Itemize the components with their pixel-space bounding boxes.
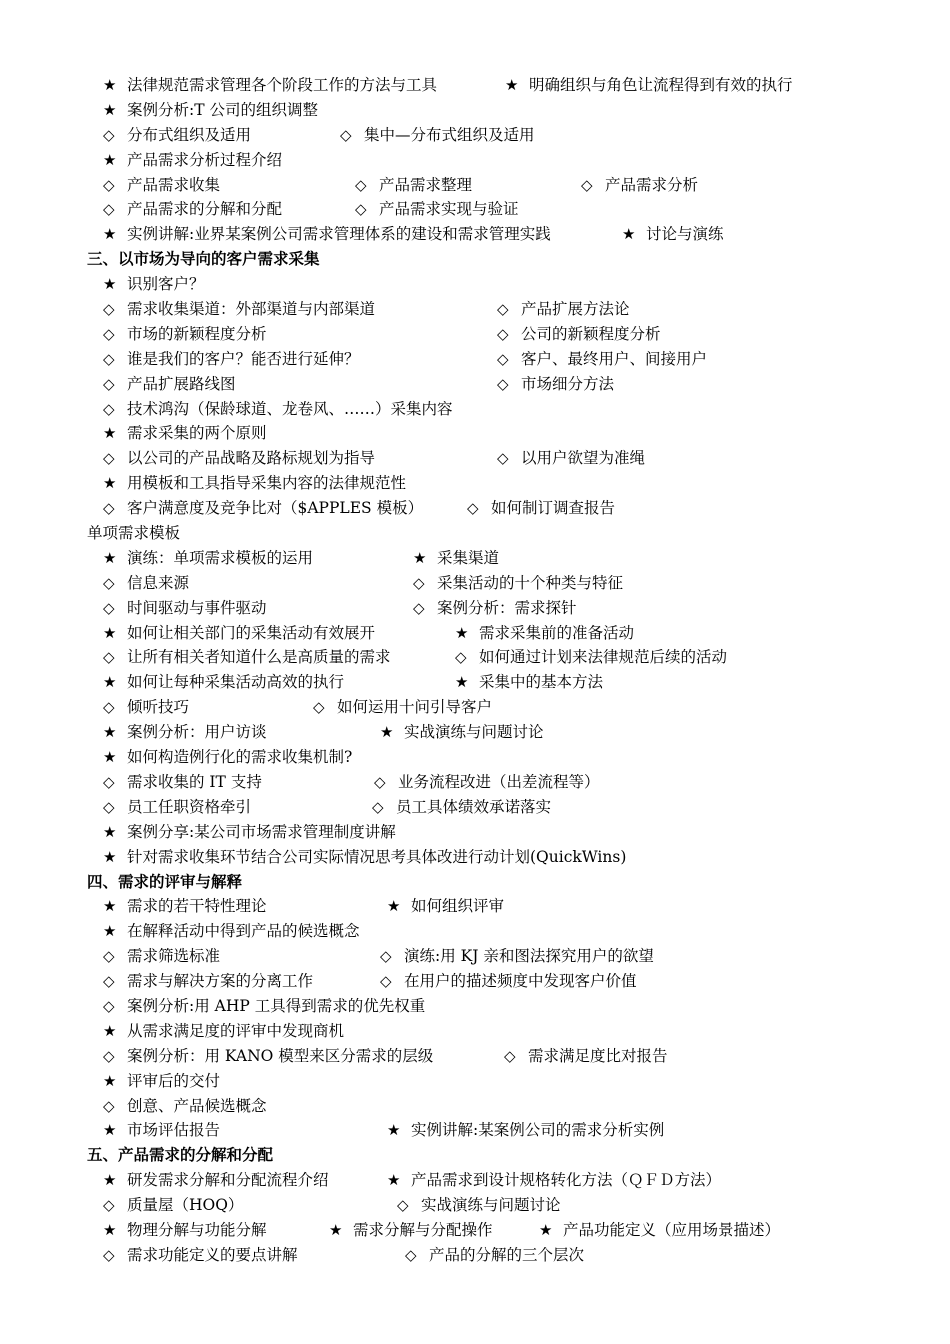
list-item-text: 如何通过计划来法律规范后续的活动	[479, 648, 728, 667]
doc-line	[0, 1168, 950, 1193]
list-item-text: 让所有相关者知道什么是高质量的需求	[127, 648, 391, 667]
doc-line	[0, 123, 950, 148]
list-item	[103, 98, 318, 123]
diamond-bullet-icon: ◇	[103, 698, 115, 717]
diamond-bullet-icon: ◇	[103, 947, 115, 966]
diamond-bullet-icon: ◇	[103, 125, 115, 144]
list-item-text: 员工任职资格牵引	[127, 797, 252, 816]
list-item	[103, 123, 251, 148]
list-item-text: 客户满意度及竞争比对（$APPLES 模板）	[127, 499, 424, 518]
diamond-bullet-icon: ◇	[313, 698, 325, 717]
section-heading: 三、以市场为导向的客户需求采集	[87, 250, 320, 269]
list-item	[103, 148, 282, 173]
star-bullet-icon: ★	[103, 847, 117, 866]
diamond-bullet-icon: ◇	[103, 797, 115, 816]
star-bullet-icon: ★	[103, 1220, 117, 1239]
list-item-text: 物理分解与功能分解	[127, 1220, 267, 1239]
star-bullet-icon: ★	[329, 1220, 343, 1239]
doc-line	[0, 994, 950, 1019]
diamond-bullet-icon: ◇	[103, 175, 115, 194]
diamond-bullet-icon: ◇	[455, 648, 467, 667]
list-item-text: 实例讲解:业界某案例公司需求管理体系的建设和需求管理实践	[127, 225, 551, 244]
list-item-text: 演练：单项需求模板的运用	[127, 548, 314, 567]
diamond-bullet-icon: ◇	[103, 648, 115, 667]
doc-line	[0, 322, 950, 347]
star-bullet-icon: ★	[505, 76, 519, 94]
star-bullet-icon: ★	[103, 723, 117, 742]
diamond-bullet-icon: ◇	[497, 300, 509, 319]
doc-line	[0, 1019, 950, 1044]
doc-line	[0, 919, 950, 944]
doc-line	[0, 745, 950, 770]
list-item	[380, 969, 637, 994]
doc-line	[0, 98, 950, 123]
list-item-text: 实战演练与问题讨论	[421, 1196, 561, 1215]
list-item	[497, 372, 614, 397]
list-item	[103, 1069, 220, 1094]
doc-line	[0, 247, 950, 272]
list-item-text: 产品需求到设计规格转化方法（ＱＦＤ方法）	[411, 1171, 722, 1190]
list-item	[497, 322, 661, 347]
list-item-text: 产品需求整理	[379, 175, 473, 194]
list-item-text: 如何组织评审	[411, 897, 505, 916]
list-item-text: 需求满足度比对报告	[528, 1046, 668, 1065]
list-item	[387, 894, 504, 919]
list-item	[103, 1243, 298, 1268]
list-item	[103, 969, 313, 994]
diamond-bullet-icon: ◇	[103, 449, 115, 468]
list-item-text: 如何让每种采集活动高效的执行	[127, 673, 345, 692]
list-item	[103, 197, 282, 222]
doc-line	[0, 1143, 950, 1168]
list-item-text: 需求收集的 IT 支持	[127, 772, 262, 791]
doc-line	[0, 770, 950, 795]
doc-line	[0, 272, 950, 297]
doc-line	[0, 795, 950, 820]
star-bullet-icon: ★	[103, 474, 117, 493]
star-bullet-icon: ★	[380, 723, 394, 742]
list-item	[413, 571, 623, 596]
list-item-text: 研发需求分解和分配流程介绍	[127, 1171, 329, 1190]
list-item-text: 产品功能定义（应用场景描述）	[563, 1220, 781, 1239]
star-bullet-icon: ★	[103, 275, 117, 294]
list-item-text: 案例分析：用户访谈	[127, 723, 267, 742]
list-item-text: 创意、产品候选概念	[127, 1096, 267, 1115]
list-item	[413, 546, 499, 571]
diamond-bullet-icon: ◇	[413, 573, 425, 592]
list-item	[103, 297, 375, 322]
list-item	[103, 546, 313, 571]
diamond-bullet-icon: ◇	[355, 175, 367, 194]
doc-line	[0, 670, 950, 695]
star-bullet-icon: ★	[455, 673, 469, 692]
list-item	[103, 222, 551, 247]
diamond-bullet-icon: ◇	[103, 374, 115, 393]
list-item-text: 演练:用 KJ 亲和图法探究用户的欲望	[404, 947, 654, 966]
list-item	[103, 1094, 267, 1119]
diamond-bullet-icon: ◇	[103, 1245, 115, 1264]
list-item-text: 从需求满足度的评审中发现商机	[127, 1021, 345, 1040]
diamond-bullet-icon: ◇	[103, 1046, 115, 1065]
section-heading: 四、需求的评审与解释	[87, 872, 243, 891]
doc-line	[0, 173, 950, 198]
list-item	[103, 894, 267, 919]
diamond-bullet-icon: ◇	[497, 449, 509, 468]
doc-line	[0, 546, 950, 571]
doc-line	[0, 645, 950, 670]
list-item	[497, 347, 707, 372]
doc-line	[0, 397, 950, 422]
doc-line	[0, 421, 950, 446]
diamond-bullet-icon: ◇	[103, 399, 115, 418]
list-item-text: 市场的新颖程度分析	[127, 324, 267, 343]
diamond-bullet-icon: ◇	[103, 1196, 115, 1215]
list-item-text: 采集活动的十个种类与特征	[437, 573, 624, 592]
list-item-text: 如何让相关部门的采集活动有效展开	[127, 623, 376, 642]
list-item-text: 明确组织与角色让流程得到有效的执行	[529, 76, 793, 94]
list-item	[103, 471, 406, 496]
list-item	[455, 621, 634, 646]
doc-line	[0, 1218, 950, 1243]
list-item-text: 市场评估报告	[127, 1121, 221, 1140]
doc-line	[0, 148, 950, 173]
list-item	[103, 845, 626, 870]
diamond-bullet-icon: ◇	[380, 947, 392, 966]
list-item	[387, 1118, 664, 1143]
list-item	[103, 645, 391, 670]
doc-line	[0, 969, 950, 994]
list-item	[103, 347, 360, 372]
doc-line	[0, 596, 950, 621]
list-item-text: 如何制订调查报告	[491, 499, 616, 518]
list-item-text: 用模板和工具指导采集内容的法律规范性	[127, 474, 407, 493]
list-item-text: 如何构造例行化的需求收集机制?	[127, 748, 353, 767]
list-item	[103, 919, 360, 944]
list-item	[380, 720, 544, 745]
doc-line	[0, 621, 950, 646]
list-item-text: 分布式组织及适用	[127, 125, 252, 144]
doc-line	[0, 1094, 950, 1119]
doc-line	[0, 845, 950, 870]
star-bullet-icon: ★	[103, 424, 117, 443]
list-item-text: 评审后的交付	[127, 1071, 221, 1090]
list-item-text: 实战演练与问题讨论	[404, 723, 544, 742]
doc-line	[0, 1118, 950, 1143]
list-item	[539, 1218, 780, 1243]
star-bullet-icon: ★	[103, 548, 117, 567]
list-item	[397, 1193, 561, 1218]
list-item	[103, 1118, 220, 1143]
star-bullet-icon: ★	[387, 897, 401, 916]
list-item-text: 信息来源	[127, 573, 190, 592]
diamond-bullet-icon: ◇	[372, 797, 384, 816]
diamond-bullet-icon: ◇	[103, 300, 115, 319]
doc-line	[0, 73, 950, 98]
list-item	[103, 670, 344, 695]
diamond-bullet-icon: ◇	[380, 972, 392, 991]
star-bullet-icon: ★	[413, 548, 427, 567]
list-item	[387, 1168, 721, 1193]
list-item	[103, 1193, 243, 1218]
list-item	[103, 621, 375, 646]
list-item-text: 针对需求收集环节结合公司实际情况思考具体改进行动计划(QuickWins)	[127, 847, 627, 866]
list-item-text: 采集中的基本方法	[479, 673, 604, 692]
list-item	[103, 272, 205, 297]
list-item-text: 案例分享:某公司市场需求管理制度讲解	[127, 822, 396, 841]
list-item	[103, 322, 267, 347]
diamond-bullet-icon: ◇	[103, 499, 115, 518]
diamond-bullet-icon: ◇	[340, 125, 352, 144]
list-item	[103, 596, 267, 621]
list-item-text: 需求与解决方案的分离工作	[127, 972, 314, 991]
star-bullet-icon: ★	[622, 225, 636, 244]
star-bullet-icon: ★	[103, 1021, 117, 1040]
list-item	[467, 496, 615, 521]
star-bullet-icon: ★	[103, 76, 117, 94]
list-item-text: 需求筛选标准	[127, 947, 221, 966]
list-item-text: 需求的若干特性理论	[127, 897, 267, 916]
list-item	[413, 596, 577, 621]
diamond-bullet-icon: ◇	[581, 175, 593, 194]
list-item	[103, 795, 251, 820]
doc-line	[0, 372, 950, 397]
list-item	[103, 770, 262, 795]
diamond-bullet-icon: ◇	[497, 374, 509, 393]
star-bullet-icon: ★	[103, 922, 117, 941]
list-item	[103, 421, 267, 446]
doc-line	[0, 496, 950, 521]
star-bullet-icon: ★	[539, 1220, 553, 1239]
doc-line	[0, 1044, 950, 1069]
list-item	[622, 222, 724, 247]
star-bullet-icon: ★	[103, 1121, 117, 1140]
list-item-text: 谁是我们的客户？能否进行延伸？	[127, 349, 360, 368]
diamond-bullet-icon: ◇	[103, 772, 115, 791]
list-item-text: 实例讲解:某案例公司的需求分析实例	[411, 1121, 665, 1140]
star-bullet-icon: ★	[387, 1171, 401, 1190]
diamond-bullet-icon: ◇	[497, 324, 509, 343]
plain-line: 单项需求模板	[87, 524, 181, 543]
list-item-text: 客户、最终用户、间接用户	[521, 349, 708, 368]
doc-line	[0, 571, 950, 596]
list-item	[355, 173, 472, 198]
doc-line	[0, 1069, 950, 1094]
list-item-text: 在解释活动中得到产品的候选概念	[127, 922, 360, 941]
list-item-text: 产品需求收集	[127, 175, 221, 194]
list-item	[103, 1044, 433, 1069]
diamond-bullet-icon: ◇	[405, 1245, 417, 1264]
list-item	[103, 1168, 329, 1193]
diamond-bullet-icon: ◇	[103, 598, 115, 617]
list-item-text: 案例分析：需求探针	[437, 598, 577, 617]
doc-line	[0, 894, 950, 919]
list-item-text: 需求分解与分配操作	[353, 1220, 493, 1239]
list-item	[103, 944, 220, 969]
doc-line	[0, 521, 950, 546]
diamond-bullet-icon: ◇	[103, 573, 115, 592]
list-item	[340, 123, 535, 148]
list-item	[380, 944, 654, 969]
list-item-text: 讨论与演练	[646, 225, 724, 244]
doc-line	[0, 1243, 950, 1268]
doc-line	[0, 820, 950, 845]
diamond-bullet-icon: ◇	[103, 1096, 115, 1115]
section-heading: 五、产品需求的分解和分配	[87, 1146, 274, 1165]
list-item-text: 需求收集渠道：外部渠道与内部渠道	[127, 300, 376, 319]
star-bullet-icon: ★	[103, 150, 117, 169]
list-item-text: 案例分析：用 KANO 模型来区分需求的层级	[127, 1046, 434, 1065]
list-item-text: 产品扩展方法论	[521, 300, 630, 319]
diamond-bullet-icon: ◇	[504, 1046, 516, 1065]
list-item-text: 产品的分解的三个层次	[429, 1245, 585, 1264]
list-item	[103, 173, 220, 198]
doc-line	[0, 197, 950, 222]
diamond-bullet-icon: ◇	[397, 1196, 409, 1215]
list-item	[103, 372, 236, 397]
list-item-text: 法律规范需求管理各个阶段工作的方法与工具	[127, 76, 438, 94]
doc-line	[0, 944, 950, 969]
diamond-bullet-icon: ◇	[497, 349, 509, 368]
list-item-text: 以公司的产品战略及路标规划为指导	[127, 449, 376, 468]
list-item-text: 需求采集前的准备活动	[479, 623, 635, 642]
list-item	[103, 446, 375, 471]
list-item-text: 产品需求分析过程介绍	[127, 150, 283, 169]
list-item	[103, 496, 423, 521]
list-item	[504, 1044, 668, 1069]
diamond-bullet-icon: ◇	[103, 972, 115, 991]
list-item	[405, 1243, 584, 1268]
star-bullet-icon: ★	[387, 1121, 401, 1140]
star-bullet-icon: ★	[103, 1071, 117, 1090]
diamond-bullet-icon: ◇	[413, 598, 425, 617]
diamond-bullet-icon: ◇	[374, 772, 386, 791]
list-item-text: 倾听技巧	[127, 698, 190, 717]
list-item	[103, 1218, 267, 1243]
star-bullet-icon: ★	[103, 1171, 117, 1190]
doc-line	[0, 695, 950, 720]
list-item	[103, 820, 396, 845]
list-item-text: 如何运用十问引导客户	[337, 698, 493, 717]
list-item	[103, 397, 453, 422]
list-item	[103, 571, 189, 596]
list-item	[103, 994, 425, 1019]
list-item	[103, 1019, 344, 1044]
list-item-text: 识别客户？	[127, 275, 205, 294]
list-item-text: 技术鸿沟（保龄球道、龙卷风、……）采集内容	[127, 399, 453, 418]
doc-line	[0, 870, 950, 895]
list-item-text: 需求功能定义的要点讲解	[127, 1245, 298, 1264]
diamond-bullet-icon: ◇	[103, 200, 115, 219]
list-item	[103, 73, 437, 98]
list-item-text: 市场细分方法	[521, 374, 615, 393]
doc-line	[0, 471, 950, 496]
diamond-bullet-icon: ◇	[467, 499, 479, 518]
doc-line	[0, 720, 950, 745]
list-item-text: 产品需求的分解和分配	[127, 200, 283, 219]
list-item-text: 以用户欲望为准绳	[521, 449, 646, 468]
list-item-text: 公司的新颖程度分析	[521, 324, 661, 343]
list-item	[103, 745, 352, 770]
document-body	[0, 73, 950, 1268]
list-item	[372, 795, 551, 820]
star-bullet-icon: ★	[103, 748, 117, 767]
list-item	[103, 695, 189, 720]
doc-line	[0, 347, 950, 372]
list-item	[497, 297, 630, 322]
list-item	[455, 670, 603, 695]
list-item-text: 案例分析:T 公司的组织调整	[127, 100, 318, 119]
star-bullet-icon: ★	[103, 100, 117, 119]
list-item-text: 案例分析:用 AHP 工具得到需求的优先权重	[127, 996, 426, 1015]
diamond-bullet-icon: ◇	[103, 349, 115, 368]
list-item-text: 业务流程改进（出差流程等）	[398, 772, 600, 791]
star-bullet-icon: ★	[103, 822, 117, 841]
list-item	[329, 1218, 493, 1243]
list-item	[374, 770, 600, 795]
diamond-bullet-icon: ◇	[103, 324, 115, 343]
list-item	[355, 197, 519, 222]
list-item	[505, 73, 793, 98]
doc-line	[0, 446, 950, 471]
list-item-text: 质量屋（HOQ）	[127, 1196, 244, 1215]
star-bullet-icon: ★	[103, 225, 117, 244]
list-item	[497, 446, 645, 471]
star-bullet-icon: ★	[103, 673, 117, 692]
list-item-text: 产品扩展路线图	[127, 374, 236, 393]
list-item-text: 采集渠道	[437, 548, 500, 567]
star-bullet-icon: ★	[103, 623, 117, 642]
list-item-text: 在用户的描述频度中发现客户价值	[404, 972, 637, 991]
diamond-bullet-icon: ◇	[355, 200, 367, 219]
doc-line	[0, 222, 950, 247]
list-item-text: 时间驱动与事件驱动	[127, 598, 267, 617]
list-item-text: 需求采集的两个原则	[127, 424, 267, 443]
doc-line	[0, 1193, 950, 1218]
list-item-text: 产品需求分析	[605, 175, 699, 194]
star-bullet-icon: ★	[455, 623, 469, 642]
list-item	[455, 645, 727, 670]
list-item	[581, 173, 698, 198]
diamond-bullet-icon: ◇	[103, 996, 115, 1015]
list-item	[313, 695, 492, 720]
star-bullet-icon: ★	[103, 897, 117, 916]
list-item-text: 员工具体绩效承诺落实	[396, 797, 552, 816]
doc-line	[0, 297, 950, 322]
list-item	[103, 720, 267, 745]
list-item-text: 集中—分布式组织及适用	[364, 125, 535, 144]
list-item-text: 产品需求实现与验证	[379, 200, 519, 219]
